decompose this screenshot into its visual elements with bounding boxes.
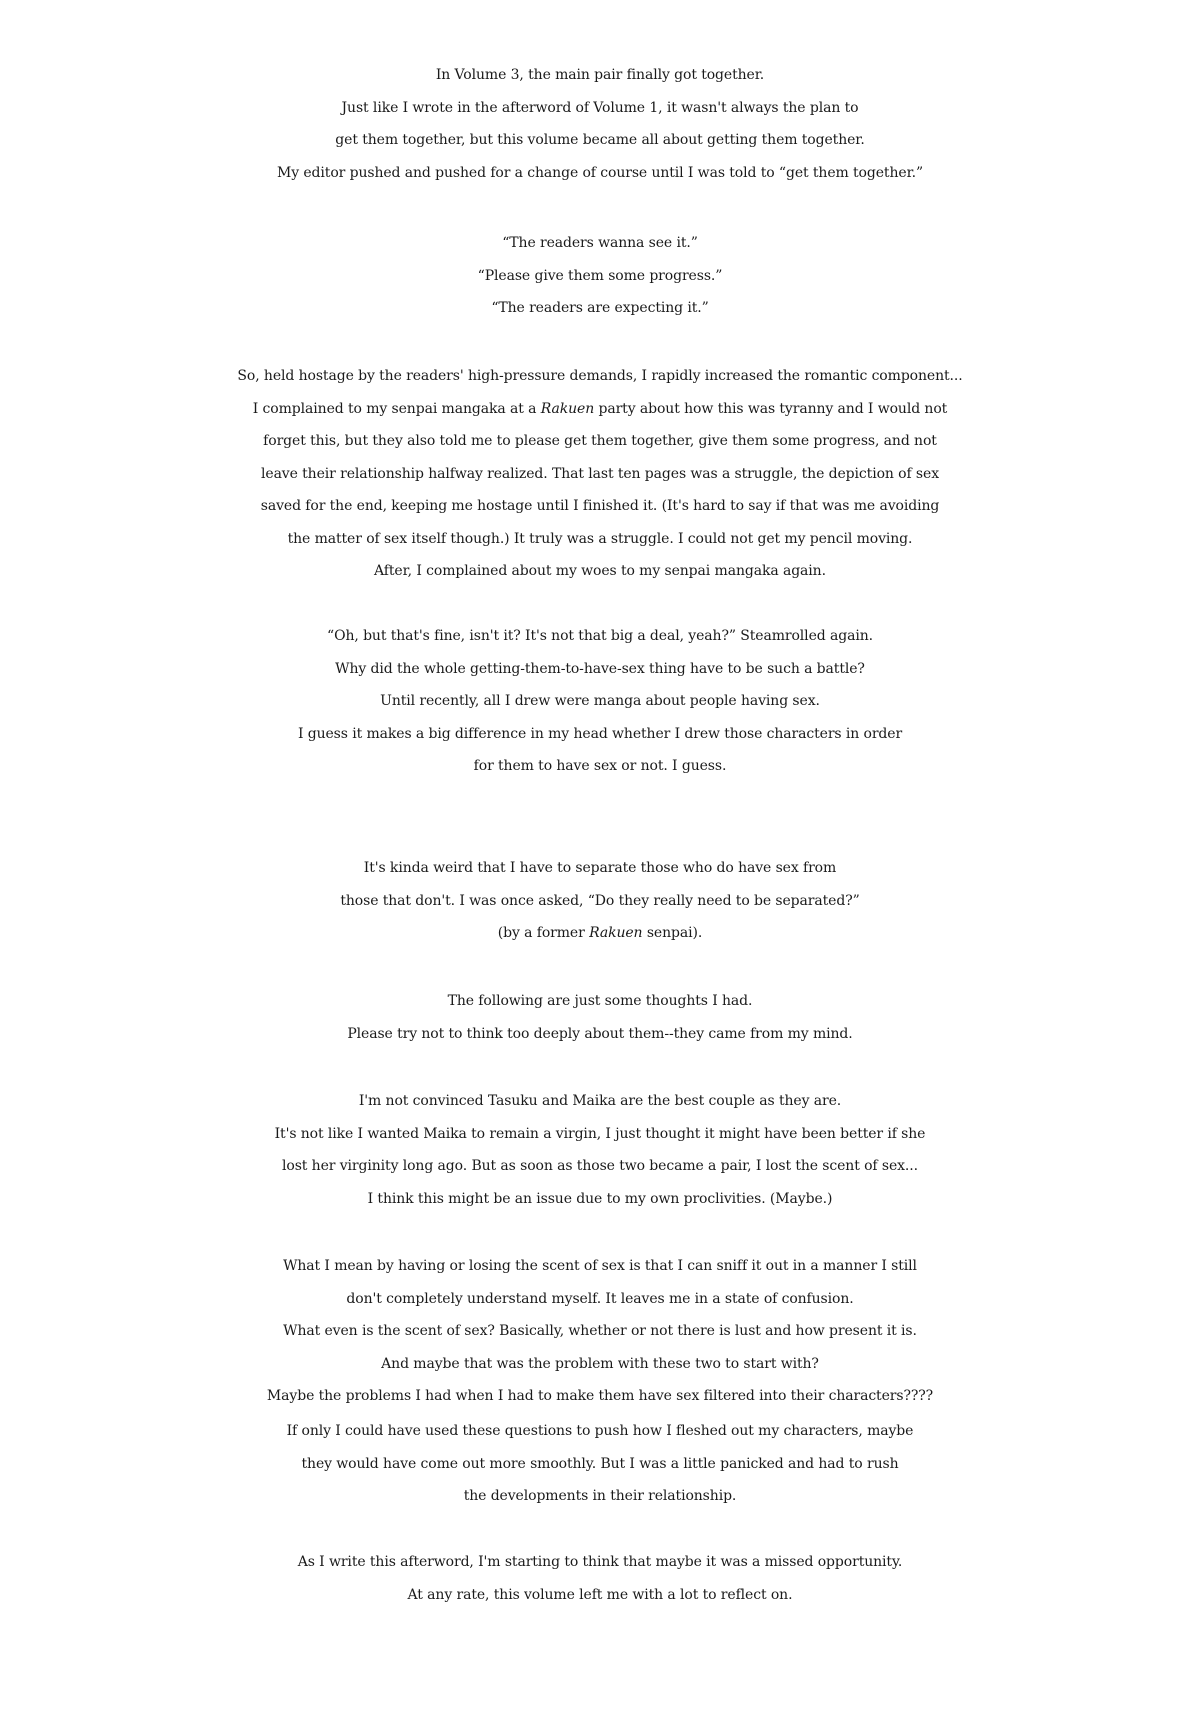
text-line <box>40 393 1160 426</box>
text-line <box>40 917 1160 950</box>
text-segment: senpai). <box>642 925 703 941</box>
paragraph-separate <box>40 852 1160 950</box>
paragraph-volume-3-intro <box>40 59 1160 189</box>
text-line: “Oh, but that's fine, isn't it? It's not that big a deal, yeah?” Steamrolled again. <box>327 628 873 644</box>
text-line: saved for the end, keeping me hostage until I finished it. (It's hard to say if that was me avoiding <box>260 498 940 514</box>
text-line: those that don't. I was once asked, “Do they really need to be separated?” <box>340 892 860 909</box>
text-line: Just like I wrote in the afterword of Volume 1, it wasn't always the plan to <box>341 99 859 116</box>
text-line: they would have come out more smoothly. But I was a little panicked and had to rush <box>301 1455 899 1472</box>
text-line: I think this might be an issue due to my own proclivities. (Maybe.) <box>367 1190 833 1207</box>
text-line: Why did the whole getting-them-to-have-sex thing have to be such a battle? <box>335 660 865 677</box>
text-line: What I mean by having or losing the scent of sex is that I can sniff it out in a manner I still <box>283 1258 917 1274</box>
text-line: As I write this afterword, I'm starting to think that maybe it was a missed opportunity. <box>297 1554 903 1570</box>
rakuen-italic: Rakuen <box>540 400 595 417</box>
text-line: I guess it makes a big difference in my head whether I drew those characters in order <box>297 725 903 742</box>
paragraph-scent <box>40 1250 1160 1413</box>
text-line: If only I could have used these questions to push how I fleshed out my characters, maybe <box>286 1423 914 1439</box>
text-line: leave their relationship halfway realized. That last ten pages was a struggle, the depiction of sex <box>261 465 939 482</box>
text-line: I'm not convinced Tasuku and Maika are the best couple as they are. <box>358 1093 842 1109</box>
text-line: don't completely understand myself. It leaves me in a state of confusion. <box>346 1290 854 1307</box>
text-line: My editor pushed and pushed for a change of course until I was told to “get them together.” <box>276 164 924 181</box>
text-segment: party about how this was tyranny and I would not <box>594 400 948 417</box>
text-line: lost her virginity long ago. But as soon as those two became a pair, I lost the scent of sex... <box>282 1158 918 1174</box>
text-line: forget this, but they also told me to please get them together, give them some progress, and not <box>263 433 937 449</box>
text-segment: (by a former <box>497 925 590 941</box>
text-line: So, held hostage by the readers' high-pressure demands, I rapidly increased the romantic component... <box>237 368 963 384</box>
paragraph-held-hostage <box>40 360 1160 588</box>
paragraph-closing <box>40 1546 1160 1611</box>
rakuen-italic: Rakuen <box>589 925 643 941</box>
quote-line: “The readers are expecting it.” <box>491 300 709 316</box>
text-line: for them to have sex or not. I guess. <box>473 758 727 774</box>
paragraph-steamrolled <box>40 620 1160 783</box>
text-line: the matter of sex itself though.) It truly was a struggle. I could not get my pencil moving. <box>287 530 913 547</box>
paragraph-thoughts <box>40 985 1160 1050</box>
paragraph-editor-quotes <box>40 227 1160 325</box>
text-line: The following are just some thoughts I had. <box>447 993 753 1009</box>
text-line: Until recently, all I drew were manga about people having sex. <box>380 693 820 709</box>
text-line: get them together, but this volume became all about getting them together. <box>335 132 865 148</box>
text-line: At any rate, this volume left me with a lot to reflect on. <box>407 1586 793 1603</box>
text-line: After, I complained about my woes to my senpai mangaka again. <box>374 563 826 579</box>
text-line: the developments in their relationship. <box>463 1488 737 1504</box>
text-line: What even is the scent of sex? Basically, whether or not there is lust and how present it is. <box>283 1323 917 1339</box>
text-line: In Volume 3, the main pair finally got together. <box>435 67 765 83</box>
text-line: Please try not to think too deeply about them--they came from my mind. <box>347 1025 853 1042</box>
quote-line: “The readers wanna see it.” <box>502 235 698 251</box>
text-segment: I complained to my senpai mangaka at a <box>252 400 541 417</box>
text-line: Maybe the problems I had when I had to make them have sex filtered into their characters???? <box>266 1388 934 1404</box>
text-line: And maybe that was the problem with these two to start with? <box>381 1355 819 1372</box>
text-line: It's not like I wanted Maika to remain a virgin, I just thought it might have been better if she <box>274 1125 926 1142</box>
paragraph-if-only <box>40 1415 1160 1513</box>
text-line: It's kinda weird that I have to separate those who do have sex from <box>363 860 837 876</box>
quote-line: “Please give them some progress.” <box>477 267 723 284</box>
paragraph-tasuku-maika <box>40 1085 1160 1215</box>
